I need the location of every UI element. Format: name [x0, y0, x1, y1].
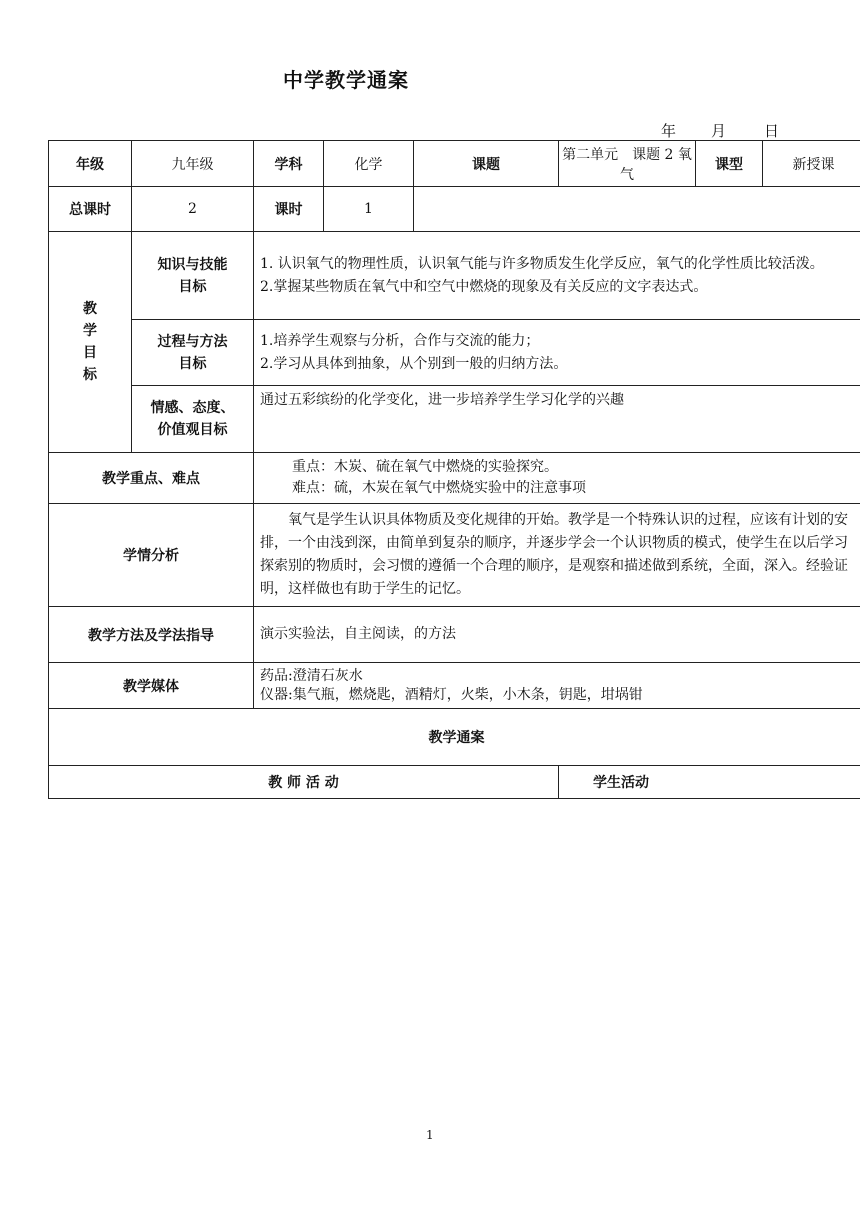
lesson-type-value: 新授课: [763, 141, 860, 187]
key-points-row: [49, 453, 860, 504]
document-title: 中学教学通案: [283, 68, 409, 92]
key-points-content: [254, 453, 860, 504]
teacher-activity-header: 教 师 活 动: [49, 766, 559, 799]
knowledge-goal-label: [132, 232, 254, 320]
media-line: 仪器:集气瓶，燃烧匙，酒精灯，火柴，小木条，钥匙，坩埚钳: [260, 686, 643, 703]
methods-label: 教学方法及学法指导: [49, 607, 254, 663]
process-goal-row: [49, 320, 860, 386]
empty-cell: [414, 187, 860, 232]
knowledge-goal-row: [49, 232, 860, 320]
goal-item: 2.学习从具体到抽象，从个别到一般的归纳方法。: [260, 355, 568, 372]
page-number: 1: [426, 1128, 434, 1142]
methods-row: [49, 607, 860, 663]
date-year-label: 年: [661, 122, 677, 140]
goals-char: 教: [83, 301, 97, 317]
goal-item: 1. 认识氧气的物理性质，认识氧气能与许多物质发生化学反应，氧气的化学性质比较活泼。: [260, 255, 824, 272]
total-hours-label: 总课时: [49, 187, 132, 232]
lesson-type-label: 课型: [696, 141, 763, 187]
date-day-label: 日: [764, 122, 780, 140]
info-row-1: [49, 141, 860, 187]
section-title: 教学通案: [49, 709, 860, 766]
label-line: 目标: [178, 278, 207, 295]
teaching-goals-label: [49, 232, 132, 453]
media-row: [49, 663, 860, 709]
process-goal-content: [254, 320, 860, 386]
label-line: 过程与方法: [157, 333, 228, 350]
process-goal-label: [132, 320, 254, 386]
goals-char: 标: [83, 367, 97, 383]
topic-label: 课题: [414, 141, 559, 187]
goal-item: 1.培养学生观察与分析，合作与交流的能力；: [260, 332, 540, 349]
info-row-2: [49, 187, 860, 232]
subject-value: 化学: [324, 141, 414, 187]
media-label: 教学媒体: [49, 663, 254, 709]
knowledge-goal-content: [254, 232, 860, 320]
total-hours-value: 2: [132, 187, 254, 232]
goals-char: 学: [83, 323, 97, 339]
label-line: 目标: [178, 355, 207, 372]
analysis-content: 氧气是学生认识具体物质及变化规律的开始。教学是一个特殊认识的过程，应该有计划的安排，一个由浅到深，由简单到复杂的顺序，并逐步学会一个认识物质的模式，使学生在以后学习探索别的物质时，会习惯的遵循一个合理的顺序，是观察和描述做到系统，全面，深入。经验证明，这样做也有助于学生的记忆。: [254, 504, 860, 607]
hour-value: 1: [324, 187, 414, 232]
label-line: 价值观目标: [157, 422, 228, 438]
emotion-goal-row: [49, 386, 860, 453]
label-line: 情感、态度、: [150, 400, 235, 416]
media-line: 药品:澄清石灰水: [260, 667, 363, 684]
emotion-goal-label: [132, 386, 254, 453]
grade-label: 年级: [49, 141, 132, 187]
activity-header-row: [49, 766, 860, 799]
goal-item: 2.掌握某些物质在氧气中和空气中燃烧的现象及有关反应的文字表达式。: [260, 278, 708, 295]
analysis-label: 学情分析: [49, 504, 254, 607]
methods-content: 演示实验法，自主阅读，的方法: [254, 607, 860, 663]
goals-char: 目: [83, 345, 97, 361]
hour-label: 课时: [254, 187, 324, 232]
label-line: 知识与技能: [157, 256, 228, 273]
section-title-row: [49, 709, 860, 766]
emotion-goal-content: 通过五彩缤纷的化学变化，进一步培养学生学习化学的兴趣: [254, 386, 860, 453]
media-content: [254, 663, 860, 709]
date-month-label: 月: [711, 122, 727, 140]
lesson-plan-table: [48, 140, 860, 799]
grade-value: 九年级: [132, 141, 254, 187]
difficult-point-line: 难点：硫，木炭在氧气中燃烧实验中的注意事项: [292, 480, 586, 496]
subject-label: 学科: [254, 141, 324, 187]
analysis-row: [49, 504, 860, 607]
student-activity-header: 学生活动: [559, 766, 860, 799]
key-point-line: 重点：木炭、硫在氧气中燃烧的实验探究。: [292, 459, 558, 475]
key-points-label: 教学重点、难点: [49, 453, 254, 504]
topic-value: 第二单元 课题 2 氧气: [559, 141, 696, 187]
